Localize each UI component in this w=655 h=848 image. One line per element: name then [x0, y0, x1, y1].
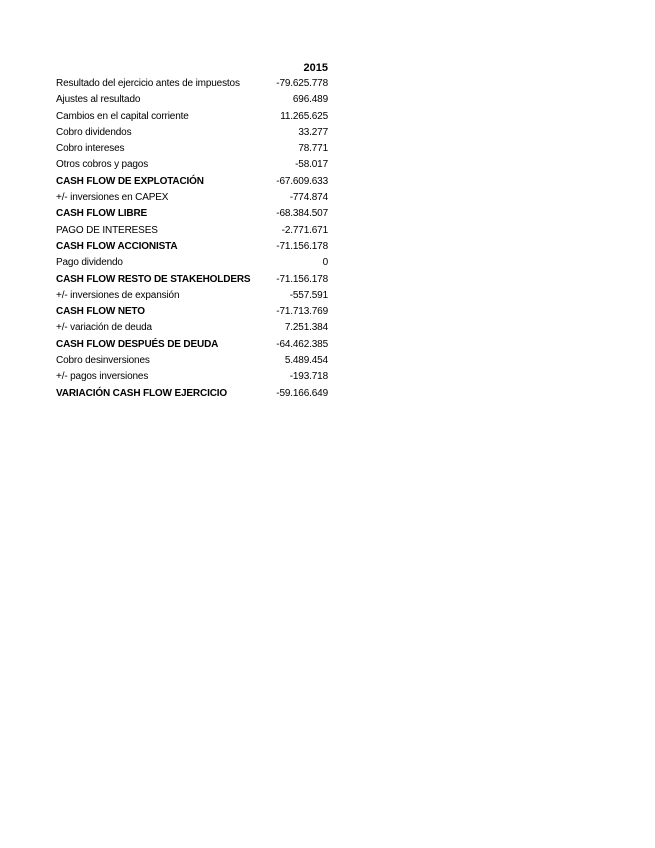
row-value: -557.591: [289, 289, 328, 301]
row-label: CASH FLOW NETO: [56, 306, 145, 318]
row-value: 696.489: [292, 94, 328, 106]
table-row: [56, 288, 330, 304]
row-label: CASH FLOW DESPUÉS DE DEUDA: [56, 338, 219, 350]
table-row: [56, 125, 330, 141]
row-label: Cobro intereses: [56, 143, 125, 155]
row-value: -71.713.769: [276, 306, 328, 318]
table-row: [56, 223, 330, 239]
row-label: Ajustes al resultado: [56, 94, 141, 106]
row-label: Cobro desinversiones: [56, 355, 150, 367]
row-value: -58.017: [295, 159, 328, 171]
table-row: [56, 337, 330, 353]
row-label: CASH FLOW LIBRE: [56, 208, 148, 220]
row-value: -71.156.178: [276, 240, 328, 252]
table-row: [56, 272, 330, 288]
row-label: PAGO DE INTERESES: [56, 224, 158, 236]
table-row: [56, 141, 330, 157]
row-value: -67.609.633: [276, 175, 328, 187]
year-header: 2015: [303, 62, 328, 74]
row-label: Pago dividendo: [56, 257, 123, 269]
table-row: [56, 386, 330, 402]
row-value: -79.625.778: [276, 78, 328, 89]
table-row: [56, 92, 330, 108]
row-label: Otros cobros y pagos: [56, 159, 149, 171]
row-value: -2.771.671: [281, 224, 328, 236]
row-label: CASH FLOW ACCIONISTA: [56, 240, 178, 252]
table-header: [56, 60, 330, 76]
row-label: CASH FLOW RESTO DE STAKEHOLDERS: [56, 273, 251, 285]
row-label: Cambios en el capital corriente: [56, 110, 189, 122]
row-value: 7.251.384: [284, 322, 328, 334]
row-value: -774.874: [289, 192, 328, 204]
row-label: +/- inversiones de expansión: [56, 289, 180, 301]
table-row: [56, 76, 330, 92]
row-value: 5.489.454: [284, 355, 328, 367]
row-label: +/- inversiones en CAPEX: [56, 192, 169, 204]
row-label: VARIACIÓN CASH FLOW EJERCICIO: [56, 387, 228, 399]
table-row: [56, 304, 330, 320]
cash-flow-table: [56, 60, 330, 402]
row-label: +/- variación de deuda: [56, 322, 152, 334]
row-value: 78.771: [298, 143, 328, 155]
row-value: -68.384.507: [276, 208, 328, 220]
row-value: 33.277: [298, 126, 328, 138]
table-row: [56, 174, 330, 190]
table-row: [56, 255, 330, 271]
table-row: [56, 369, 330, 385]
row-value: -193.718: [289, 371, 328, 383]
row-value: -59.166.649: [276, 387, 328, 399]
table-body: [56, 76, 330, 402]
table-row: [56, 109, 330, 125]
row-value: -64.462.385: [276, 338, 328, 350]
row-label: +/- pagos inversiones: [56, 371, 149, 383]
row-value: 11.265.625: [280, 110, 328, 122]
table-row: [56, 239, 330, 255]
row-value: -71.156.178: [276, 273, 328, 285]
row-value: 0: [322, 257, 328, 269]
row-label: Resultado del ejercicio antes de impuestos: [56, 78, 240, 89]
table-row: [56, 190, 330, 206]
table-row: [56, 206, 330, 222]
table-row: [56, 353, 330, 369]
table-row: [56, 157, 330, 173]
row-label: Cobro dividendos: [56, 126, 132, 138]
table-row: [56, 320, 330, 336]
row-label: CASH FLOW DE EXPLOTACIÓN: [56, 175, 204, 187]
